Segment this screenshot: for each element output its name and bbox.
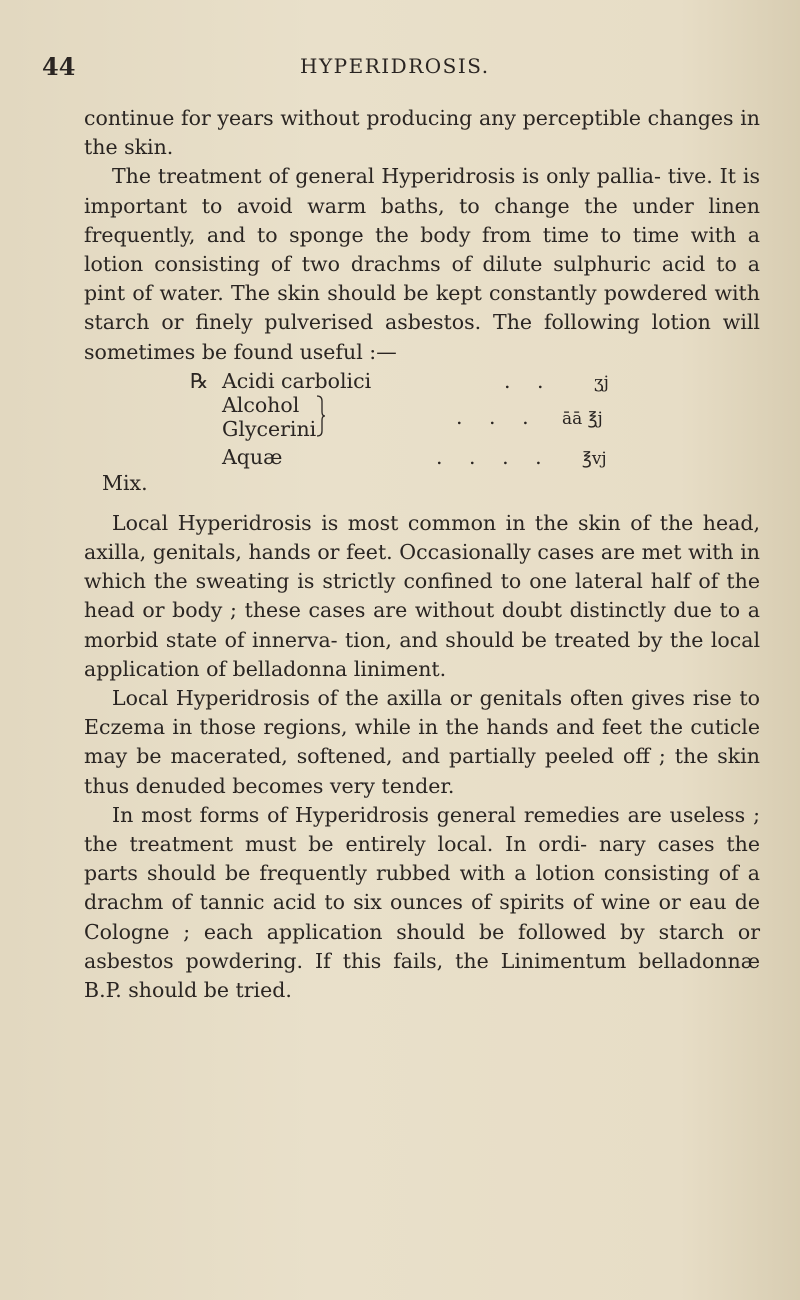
prescription-qty-1: ʒj xyxy=(594,372,609,393)
prescription-dots-2: . . . xyxy=(456,404,539,429)
paragraph-4: Local Hyperidrosis of the axilla or genitals often gives rise to Eczema in those regions, while in the hands and feet the cuticle may be macerated, softened, and partially peeled off ; the skin thus denuded becomes very tender. xyxy=(84,686,760,798)
paragraph-3: Local Hyperidrosis is most common in the skin of the head, axilla, genitals, hands or feet. Occasionally cases are met with in which the sweating is strictly confined to one lateral half of the head or body ; these cases are without doubt distinctly due to a morbid state of innerva- tion, and should be treated by the local application of belladonna liniment. xyxy=(84,510,760,681)
page-number: 44 xyxy=(42,52,76,81)
paragraph-2: The treatment of general Hyperidrosis is only pallia- tive. It is important to avoid warm baths, to change the under linen frequently, and to sponge the body from time to time with a lotion consisting of two drachms of dilute sulphuric acid to a pint of water. The skin should be kept constantly powdered with starch or finely pulverised asbestos. The following lotion will sometimes be found useful :— xyxy=(84,164,760,364)
prescription-dots-4: . . . . xyxy=(436,444,552,469)
running-title: HYPERIDROSIS. xyxy=(300,54,490,78)
prescription-qty-2: āā ℥j xyxy=(562,408,603,429)
mix-line xyxy=(84,469,760,499)
prescription xyxy=(84,367,760,469)
prescription-qty-4: ℥vj xyxy=(582,448,607,469)
prescription-item-aquae: Aquæ xyxy=(222,444,283,469)
mix-instruction: Mix. xyxy=(102,470,148,495)
prescription-item-glycerini: Glycerini xyxy=(222,416,317,441)
body-text xyxy=(84,104,760,1005)
brace-icon xyxy=(316,395,326,437)
prescription-dots-1: . . xyxy=(504,368,554,393)
prescription-item-acidi-carbolici: Acidi carbolici xyxy=(222,368,372,393)
paragraph-5: In most forms of Hyperidrosis general remedies are useless ; the treatment must be entirely local. In ordi- nary cases the parts should be frequently rubbed with a lotion consisting of a drachm of tannic acid to six ounces of spirits of wine or eau de Cologne ; each application should be followed by starch or asbestos powdering. If this fails, the Linimentum belladonnæ B.P. should be tried. xyxy=(84,802,760,1003)
recipe-symbol: ℞ xyxy=(190,368,209,393)
prescription-item-alcohol: Alcohol xyxy=(222,392,300,417)
paragraph-1: continue for years without producing any perceptible changes in the skin. xyxy=(84,106,760,160)
